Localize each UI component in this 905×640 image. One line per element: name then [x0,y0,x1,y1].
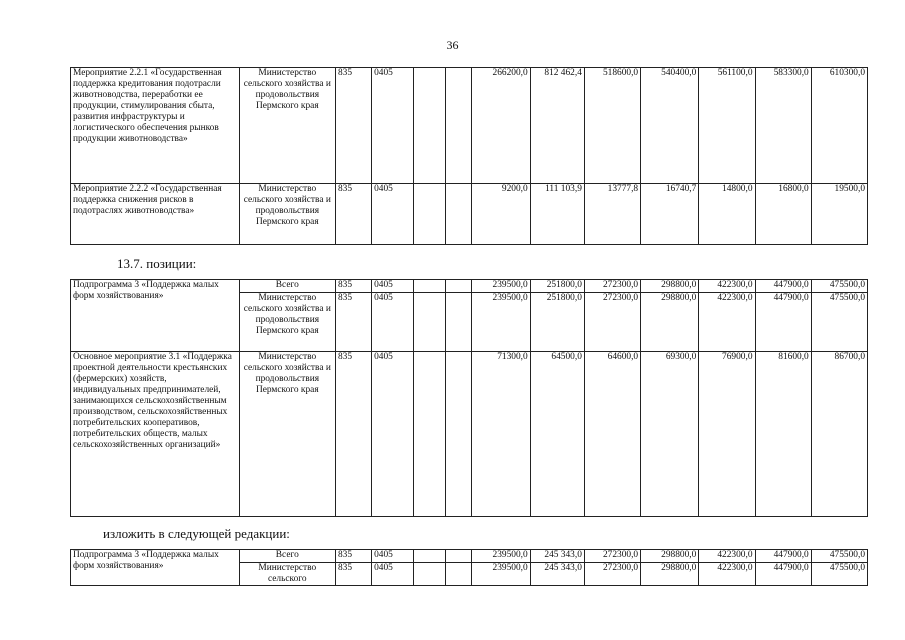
rzpr-code: 0405 [372,293,414,352]
csr-code [414,563,446,586]
value-cell: 475500,0 [811,280,867,293]
value-cell: 266200,0 [472,68,530,184]
budget-table-continuation [70,67,868,245]
value-cell: 540400,0 [641,68,699,184]
value-cell: 9200,0 [472,184,530,245]
grbs-code: 835 [335,563,371,586]
value-cell: 475500,0 [811,563,867,586]
row-executor: Министерство сельского хозяйства и продовольствия Пермского края [239,352,335,517]
value-cell: 447900,0 [755,563,811,586]
value-cell: 610300,0 [811,68,867,184]
value-cell: 69300,0 [641,352,699,517]
value-cell: 518600,0 [584,68,640,184]
rzpr-code: 0405 [372,563,414,586]
value-cell: 422300,0 [699,293,755,352]
csr-code [414,550,446,563]
value-cell: 298800,0 [641,280,699,293]
grbs-code: 835 [335,68,371,184]
value-cell: 71300,0 [472,352,530,517]
value-cell: 422300,0 [699,280,755,293]
section-heading-positions: 13.7. позиции: [117,256,197,271]
grbs-code: 835 [335,293,371,352]
value-cell: 245 343,0 [530,563,584,586]
rzpr-code: 0405 [372,550,414,563]
value-cell: 14800,0 [699,184,755,245]
csr-code [414,68,446,184]
vr-code [446,280,472,293]
value-cell: 561100,0 [699,68,755,184]
vr-code [446,184,472,245]
value-cell: 64600,0 [584,352,640,517]
budget-table-old [70,279,868,517]
value-cell: 583300,0 [755,68,811,184]
row-executor: Министерство сельского хозяйства и продовольствия Пермского края [239,293,335,352]
value-cell: 272300,0 [584,280,640,293]
value-cell: 475500,0 [811,550,867,563]
value-cell: 13777,8 [584,184,640,245]
value-cell: 239500,0 [472,293,530,352]
grbs-code: 835 [335,280,371,293]
table-row [71,352,868,517]
page-number: 36 [446,38,459,52]
value-cell: 16740,7 [641,184,699,245]
value-cell: 64500,0 [530,352,584,517]
section-heading-new-edition: изложить в следующей редакции: [103,526,290,541]
csr-code [414,184,446,245]
grbs-code: 835 [335,352,371,517]
value-cell: 272300,0 [584,563,640,586]
value-cell: 239500,0 [472,563,530,586]
value-cell: 298800,0 [641,293,699,352]
row-executor: Всего [239,280,335,293]
subprogram-name: Подпрограмма 3 «Поддержка малых форм хозяйствования» [71,280,240,352]
value-cell: 422300,0 [699,550,755,563]
value-cell: 422300,0 [699,563,755,586]
value-cell: 245 343,0 [530,550,584,563]
value-cell: 239500,0 [472,550,530,563]
value-cell: 251800,0 [530,280,584,293]
row-executor: Всего [239,550,335,563]
value-cell: 447900,0 [755,550,811,563]
value-cell: 298800,0 [641,550,699,563]
rzpr-code: 0405 [372,184,414,245]
value-cell: 86700,0 [811,352,867,517]
value-cell: 272300,0 [584,293,640,352]
value-cell: 298800,0 [641,563,699,586]
value-cell: 239500,0 [472,280,530,293]
row-executor: Министерство сельского [239,563,335,586]
vr-code [446,550,472,563]
value-cell: 272300,0 [584,550,640,563]
main-activity-name: Основное мероприятие 3.1 «Поддержка проектной деятельности крестьянских (фермерских) хозяйств, индивидуальных предпринимателей, занимающихся сельскохозяйственным производством, сельскохозяйственных потребительских кооперативов, потребительских обществ, малых сельскохозяйственных организаций» [71,352,240,517]
value-cell: 812 462,4 [530,68,584,184]
row-name: Мероприятие 2.2.2 «Государственная поддержка снижения рисков в подотраслях животноводства» [71,184,240,245]
row-executor: Министерство сельского хозяйства и продовольствия Пермского края [239,184,335,245]
vr-code [446,68,472,184]
vr-code [446,293,472,352]
value-cell: 475500,0 [811,293,867,352]
value-cell: 16800,0 [755,184,811,245]
table-row [71,68,868,184]
rzpr-code: 0405 [372,352,414,517]
grbs-code: 835 [335,184,371,245]
table-row [71,550,868,563]
csr-code [414,293,446,352]
value-cell: 81600,0 [755,352,811,517]
csr-code [414,280,446,293]
grbs-code: 835 [335,550,371,563]
value-cell: 111 103,9 [530,184,584,245]
value-cell: 447900,0 [755,293,811,352]
vr-code [446,563,472,586]
row-name: Мероприятие 2.2.1 «Государственная поддержка кредитования подотрасли животноводства, переработки ее продукции, стимулирования сбыта, развития инфраструктуры и логистического обеспечения рынков продукции животноводства» [71,68,240,184]
budget-table-new [70,549,868,586]
rzpr-code: 0405 [372,68,414,184]
table-row [71,280,868,293]
vr-code [446,352,472,517]
table-row [71,184,868,245]
csr-code [414,352,446,517]
value-cell: 447900,0 [755,280,811,293]
subprogram-name: Подпрограмма 3 «Поддержка малых форм хозяйствования» [71,550,240,586]
value-cell: 19500,0 [811,184,867,245]
row-executor: Министерство сельского хозяйства и продовольствия Пермского края [239,68,335,184]
value-cell: 76900,0 [699,352,755,517]
value-cell: 251800,0 [530,293,584,352]
rzpr-code: 0405 [372,280,414,293]
